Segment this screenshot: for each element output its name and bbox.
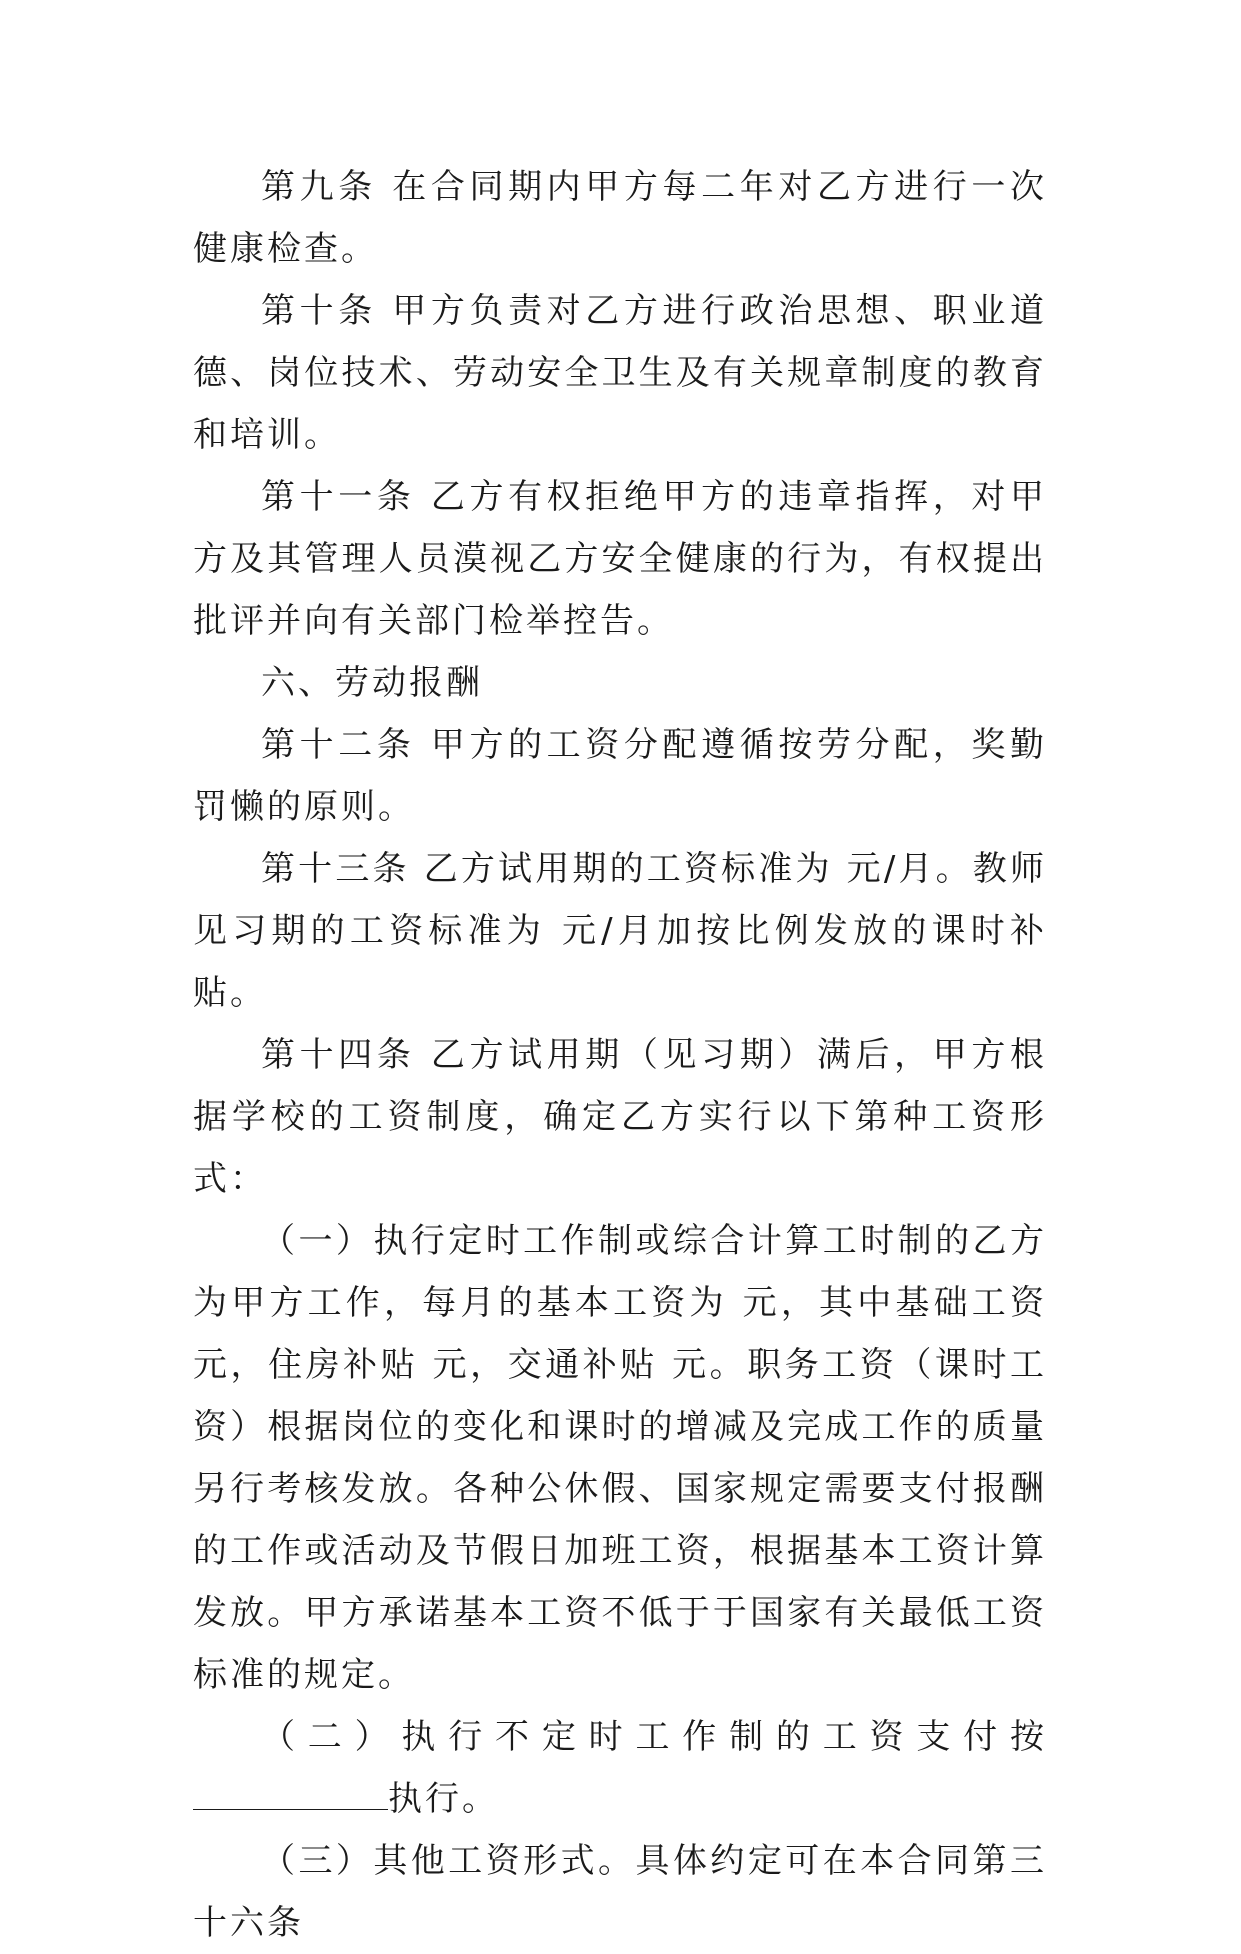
- article-13: 第十三条 乙方试用期的工资标准为 元/月。教师见习期的工资标准为 元/月加按比例发放的课时补贴。: [193, 849, 1047, 1013]
- fill-in-blank: [193, 1779, 388, 1810]
- article-9: 第九条 在合同期内甲方每二年对乙方进行一次健康检查。: [193, 167, 1047, 269]
- article-10: 第十条 甲方负责对乙方进行政治思想、职业道德、岗位技术、劳动安全卫生及有关规章制度的教育和培训。: [193, 291, 1047, 455]
- article-11: 第十一条 乙方有权拒绝甲方的违章指挥，对甲方及其管理人员漠视乙方安全健康的行为，有权提出批评并向有关部门检举控告。: [193, 477, 1047, 641]
- contract-body: [193, 156, 1047, 1954]
- clause-flexible-hours: [193, 1706, 1047, 1830]
- article-12: 第十二条 甲方的工资分配遵循按劳分配，奖勤罚懒的原则。: [193, 725, 1047, 827]
- clause-flexible-hours-text: （二）执行不定时工作制的工资支付按: [261, 1717, 1047, 1757]
- article-14: 第十四条 乙方试用期（见习期）满后，甲方根据学校的工资制度，确定乙方实行以下第种工资形式：: [193, 1035, 1047, 1199]
- clause-other-wage: （三）其他工资形式。具体约定可在本合同第三十六条: [193, 1841, 1047, 1943]
- section-heading-labor-pay: 六、劳动报酬: [261, 663, 483, 703]
- clause-fixed-hours: （一）执行定时工作制或综合计算工时制的乙方为甲方工作，每月的基本工资为 元，其中基础工资 元，住房补贴 元，交通补贴 元。职务工资（课时工资）根据岗位的变化和课时的增减及完成工作的质量另行考核发放。各种公休假、国家规定需要支付报酬的工作或活动及节假日加班工资，根据基本工资计算发放。甲方承诺基本工资不低于于国家有关最低工资标准的规定。: [193, 1221, 1047, 1695]
- clause-flexible-hours-end: 执行。: [388, 1779, 499, 1819]
